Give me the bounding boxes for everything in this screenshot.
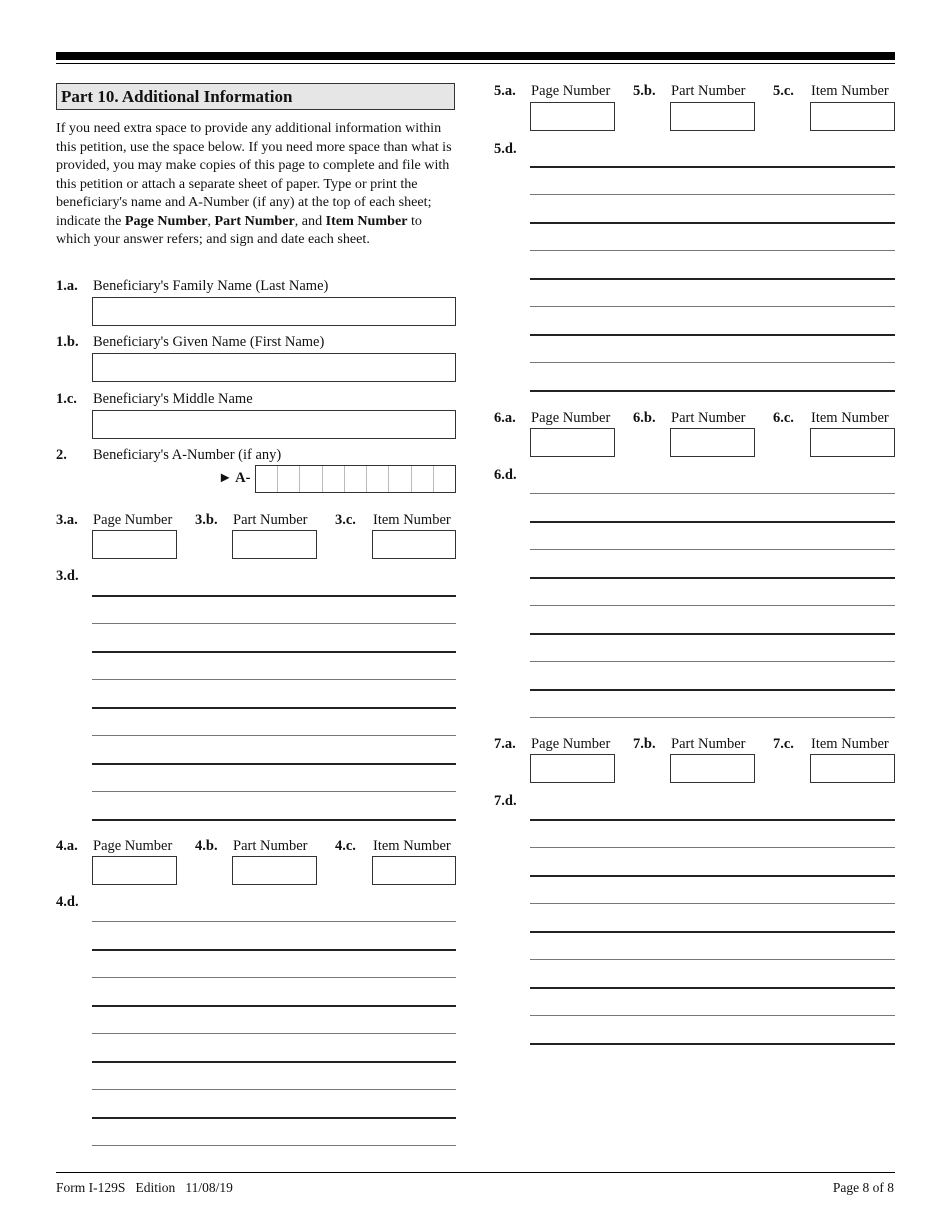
page-number-label: Page Number <box>93 838 173 854</box>
item-number-input[interactable] <box>372 856 456 885</box>
part-number-input[interactable] <box>670 102 755 131</box>
item-number: 1.a. <box>56 278 78 294</box>
item-number: 5.c. <box>773 83 794 99</box>
item-number: 3.c. <box>335 512 356 528</box>
item-number: 7.b. <box>633 736 656 752</box>
top-rule <box>56 52 895 60</box>
item-number: 2. <box>56 447 67 463</box>
item-number: 5.b. <box>633 83 656 99</box>
part-number-label: Part Number <box>233 838 308 854</box>
item-number: 7.d. <box>494 793 517 809</box>
page-number-input[interactable] <box>530 102 615 131</box>
item-number-input[interactable] <box>372 530 456 559</box>
part-title: Part 10. Additional Information <box>56 83 455 110</box>
a-number-prefix: ► A- <box>218 470 251 486</box>
item-number: 3.d. <box>56 568 79 584</box>
page-number-input[interactable] <box>530 428 615 457</box>
item-number-label: Item Number <box>373 512 451 528</box>
form-edition: Form I-129S Edition 11/08/19 <box>56 1180 233 1195</box>
top-thin-rule <box>56 63 895 64</box>
part-number-label: Part Number <box>671 736 746 752</box>
footer-rule <box>56 1172 895 1173</box>
middle-name-label: Beneficiary's Middle Name <box>93 391 253 407</box>
item-number-label: Item Number <box>373 838 451 854</box>
family-name-label: Beneficiary's Family Name (Last Name) <box>93 278 329 294</box>
page-number-label: Page Number <box>531 736 611 752</box>
item-number-label: Item Number <box>811 736 889 752</box>
item-number-input[interactable] <box>810 428 895 457</box>
instructions: If you need extra space to provide any additional information within this petition, use the space below. If you need more space than what is provided, you may make copies of this page to complete and file with this petition or attach a separate sheet of paper. Type or print the beneficiary's name and A-Number (if any) at the top of each sheet; indicate the Page Number, Part Number, and Item Number to which your answer refers; and sign and date each sheet. <box>56 120 452 247</box>
item-number-label: Item Number <box>811 410 889 426</box>
item-number: 5.a. <box>494 83 516 99</box>
a-number-input[interactable] <box>255 465 456 493</box>
item-number: 4.d. <box>56 894 79 910</box>
part-number-input[interactable] <box>232 856 317 885</box>
page-number-label: Page Number <box>531 410 611 426</box>
item-number: 1.b. <box>56 334 79 350</box>
item-number: 3.b. <box>195 512 218 528</box>
item-number: 1.c. <box>56 391 77 407</box>
item-number: 3.a. <box>56 512 78 528</box>
item-number: 6.c. <box>773 410 794 426</box>
item-number-input[interactable] <box>810 754 895 783</box>
middle-name-input[interactable] <box>92 410 456 439</box>
part-number-input[interactable] <box>232 530 317 559</box>
item-number-input[interactable] <box>810 102 895 131</box>
item-number: 5.d. <box>494 141 517 157</box>
family-name-input[interactable] <box>92 297 456 326</box>
part-number-label: Part Number <box>671 83 746 99</box>
item-number: 6.d. <box>494 467 517 483</box>
page-number-input[interactable] <box>92 856 177 885</box>
part-number-input[interactable] <box>670 754 755 783</box>
item-number-label: Item Number <box>811 83 889 99</box>
item-number: 6.a. <box>494 410 516 426</box>
given-name-input[interactable] <box>92 353 456 382</box>
item-number: 6.b. <box>633 410 656 426</box>
part-number-input[interactable] <box>670 428 755 457</box>
item-number: 4.a. <box>56 838 78 854</box>
page-number-input[interactable] <box>92 530 177 559</box>
page-number-label: Page Number <box>531 83 611 99</box>
part-number-label: Part Number <box>671 410 746 426</box>
item-number: 7.c. <box>773 736 794 752</box>
item-number: 4.c. <box>335 838 356 854</box>
page-number-input[interactable] <box>530 754 615 783</box>
part-number-label: Part Number <box>233 512 308 528</box>
a-number-label: Beneficiary's A-Number (if any) <box>93 447 282 463</box>
given-name-label: Beneficiary's Given Name (First Name) <box>93 334 325 350</box>
page-number-label: Page Number <box>93 512 173 528</box>
page-count: Page 8 of 8 <box>832 1180 894 1195</box>
item-number: 4.b. <box>195 838 218 854</box>
item-number: 7.a. <box>494 736 516 752</box>
